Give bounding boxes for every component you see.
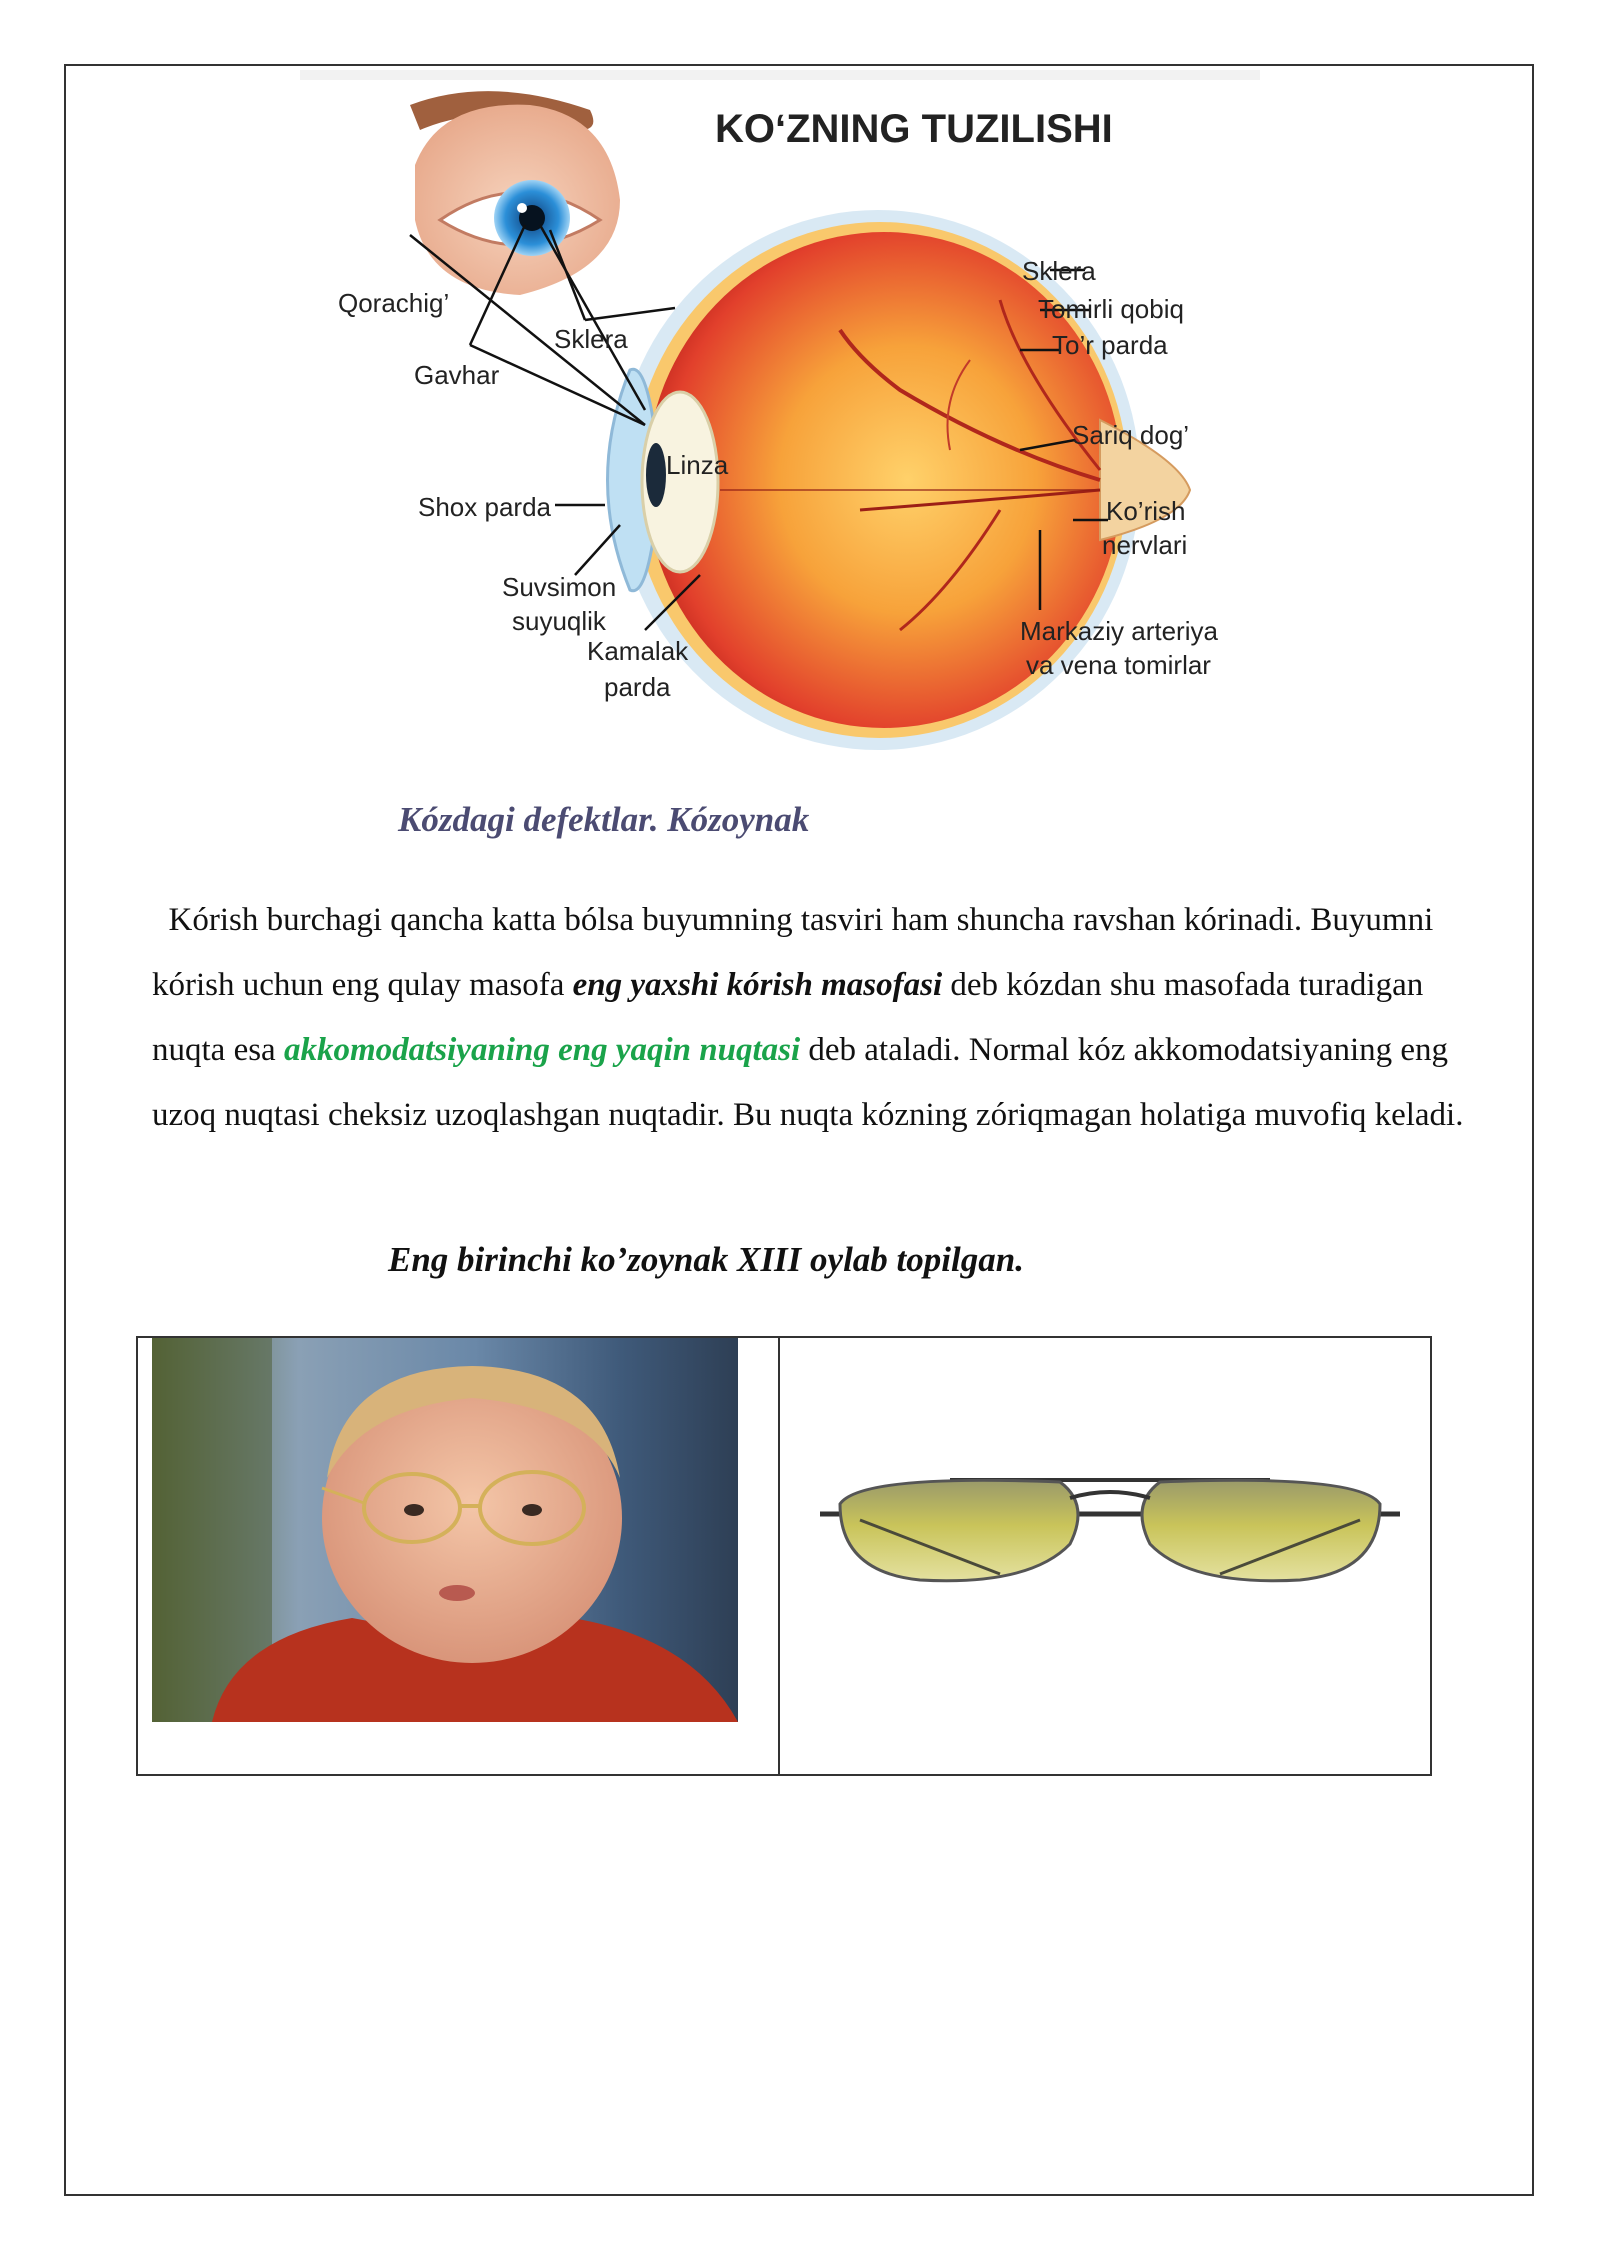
label-korish-1: Ko’rish [1106, 496, 1186, 526]
label-tomirli-qobiq: Tomirli qobiq [1038, 294, 1184, 324]
label-kamalak-2: parda [604, 672, 671, 702]
label-suvsimon-1: Suvsimon [502, 572, 617, 602]
label-shox-parda: Shox parda [418, 492, 551, 522]
paragraph-text-2: deb kózdan shu masofada turadigan nuqta esa [152, 967, 1424, 1068]
label-sariq-dog: Sariq dog’ [1072, 420, 1190, 450]
aviator-sunglasses-photo [800, 1464, 1420, 1594]
term-near-point: akkomodatsiyaning eng yaqin nuqtasi [283, 1032, 801, 1068]
eye-anatomy-diagram [300, 70, 1260, 750]
photo-cell-child [138, 1338, 780, 1774]
photo-table [136, 1336, 1432, 1776]
paragraph-text-3: deb ataladi. Normal kóz akkomodatsiyaning eng uzoq nuqtasi cheksiz uzoqlashgan nuqtadir. Bu nuqta kózning zóriqmagan holatiga muvofiq keladi. [152, 1032, 1464, 1133]
label-markaziy-2: va vena tomirlar [1026, 650, 1211, 680]
eye-diagram-svg [300, 70, 1260, 750]
section-subtitle: Kózdagi defektlar. Kózoynak [398, 800, 810, 839]
label-korish-2: nervlari [1102, 530, 1188, 560]
term-best-viewing-distance: eng yaxshi kórish masofasi [572, 967, 943, 1003]
label-tor-parda: To’r parda [1052, 330, 1168, 360]
diagram-title: KO‘ZNING TUZILISHI [715, 107, 1113, 151]
label-sklera: Sklera [1022, 256, 1096, 286]
paragraph-text-1: Kórish burchagi qancha katta bólsa buyumning tasviri ham shuncha ravshan kórinadi. Buyumni kórish uchun eng qulay masofa [152, 902, 1434, 1003]
external-eye-icon [410, 91, 620, 295]
label-kamalak-1: Kamalak [587, 636, 689, 666]
photo-cell-glasses [780, 1338, 1430, 1774]
label-suvsimon-2: suyuqlik [512, 606, 606, 636]
glasses-caption: Eng birinchi ko’zoynak XIII oylab topilgan. [388, 1240, 1024, 1279]
child-with-glasses-photo [152, 1338, 738, 1722]
body-paragraph [152, 888, 1472, 1148]
label-sklera-front: Sklera [554, 324, 628, 354]
top-band [300, 70, 1260, 80]
label-markaziy-1: Markaziy arteriya [1020, 616, 1218, 646]
label-qorachig: Qorachig’ [338, 288, 450, 318]
label-linza: Linza [666, 450, 729, 480]
label-gavhar: Gavhar [414, 360, 500, 390]
